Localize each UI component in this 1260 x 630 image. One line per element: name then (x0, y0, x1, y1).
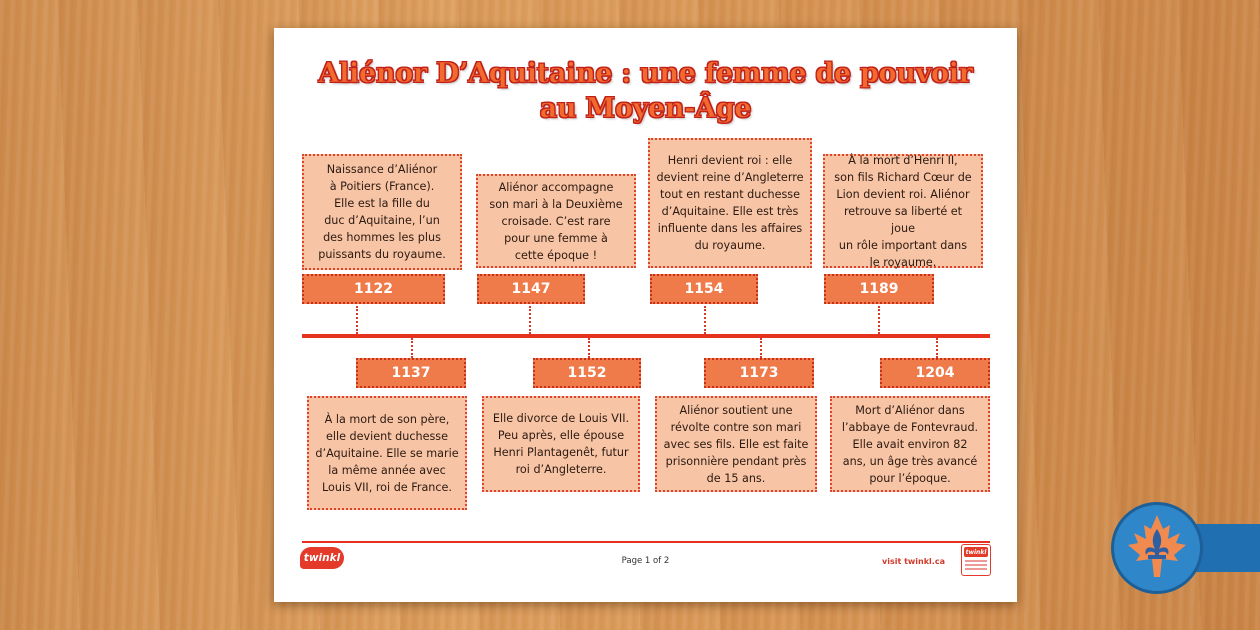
timeline-connector (411, 338, 413, 358)
maple-leaf-graphic (1114, 505, 1200, 591)
event-text: Mort d’Aliénor dans l’abbaye de Fontevraud. Elle avait environ 82 ans, un âge très avancé pour l’époque. (841, 403, 979, 485)
visit-link[interactable]: visit twinkl.ca (882, 557, 945, 566)
page-title-line-2: au Moyen-Âge (539, 93, 752, 124)
year-label-top-3: 1154 (650, 274, 758, 304)
timeline-connector (878, 306, 880, 334)
fleur-de-lis-maple-icon (1111, 502, 1203, 594)
event-card-top-3 (648, 138, 812, 268)
year-label-top-4: 1189 (824, 274, 934, 304)
event-card-bottom-4 (830, 396, 990, 492)
twinkl-logo[interactable]: twinkl (300, 547, 344, 569)
year-label-bottom-4: 1204 (880, 358, 990, 388)
event-text: Aliénor accompagne son mari à la Deuxième croisade. C’est rare pour une femme à cette époque ! (489, 180, 623, 262)
quality-seal-icon (961, 544, 991, 576)
event-card-top-4 (823, 154, 983, 268)
event-card-bottom-2 (482, 396, 640, 492)
event-card-bottom-1 (307, 396, 467, 510)
event-card-top-1 (302, 154, 462, 270)
event-text: Elle divorce de Louis VII. Peu après, elle épouse Henri Plantagenêt, futur roi d’Angleterre. (492, 412, 630, 476)
timeline-connector (760, 338, 762, 358)
timeline-axis (302, 334, 990, 338)
event-card-bottom-3 (655, 396, 817, 492)
footer-divider (302, 541, 990, 543)
timeline-connector (529, 306, 531, 334)
year-label-bottom-2: 1152 (533, 358, 641, 388)
year-label-top-1: 1122 (302, 274, 445, 304)
event-text: Naissance d’Aliénor à Poitiers (France). Elle est la fille du duc d’Aquitaine, l’un des hommes les plus puissants du royaume. (318, 163, 446, 261)
event-text: Aliénor soutient une révolte contre son mari avec ses fils. Elle est faite prisonnière pendant près de 15 ans. (663, 403, 809, 485)
seal-lines (965, 560, 987, 562)
page-number: Page 1 of 2 (621, 556, 670, 566)
badge-tab (1196, 524, 1260, 572)
worksheet-page (274, 28, 1017, 602)
year-label-bottom-3: 1173 (704, 358, 814, 388)
timeline-connector (704, 306, 706, 334)
timeline-connector (588, 338, 590, 358)
event-text: À la mort de son père, elle devient duchesse d’Aquitaine. Elle se marie la même année avec Louis VII, roi de France. (315, 412, 459, 494)
year-label-bottom-1: 1137 (356, 358, 466, 388)
event-text: À la mort d’Henri II, son fils Richard Cœur de Lion devient roi. Aliénor retrouve sa liberté et joue un rôle important dans le royaume. (834, 153, 972, 269)
event-text: Henri devient roi : elle devient reine d’Angleterre tout en restant duchesse d’Aquitaine. Elle est très influente dans les affaires du royaume. (656, 154, 804, 252)
event-card-top-2 (476, 174, 636, 268)
seal-label: twinkl (965, 548, 987, 556)
timeline-connector (356, 306, 358, 334)
year-label-top-2: 1147 (477, 274, 585, 304)
timeline-connector (936, 338, 938, 358)
page-title-line-1: Aliénor D’Aquitaine : une femme de pouvoir (318, 58, 973, 89)
